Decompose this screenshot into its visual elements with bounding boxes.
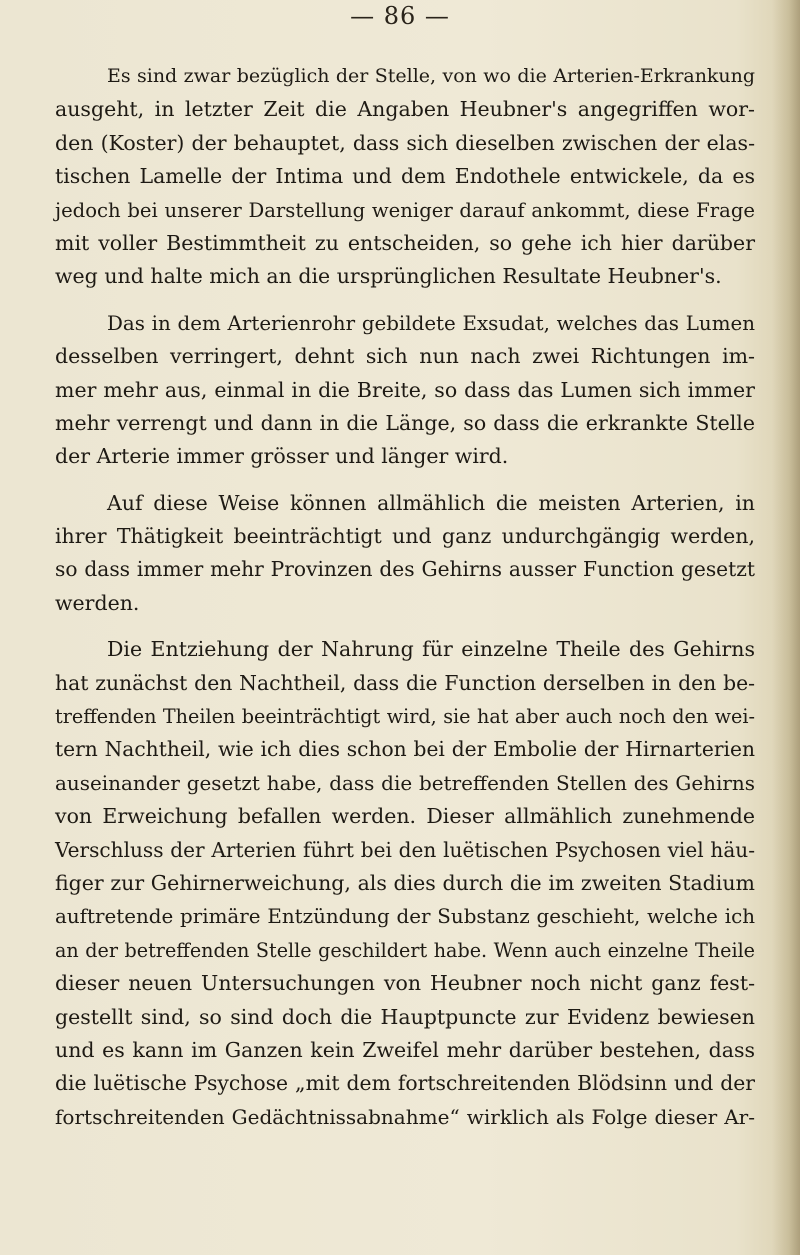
text-line: ausgeht, in letzter Zeit die Angaben Heubner's angegriffen wor- [55, 97, 755, 122]
text-line: dieser neuen Untersuchungen von Heubner noch nicht ganz fest- [55, 971, 755, 996]
text-line: desselben verringert, dehnt sich nun nach zwei Richtungen im- [55, 344, 755, 369]
text-line: Auf diese Weise können allmählich die meisten Arterien, in [107, 490, 755, 515]
paragraph [55, 633, 755, 1134]
text-line: ihrer Thätigkeit beeinträchtigt und ganz undurchgängig werden, [55, 524, 755, 549]
text-line: Verschluss der Arterien führt bei den luëtischen Psychosen viel häu- [55, 837, 755, 862]
text-line: die luëtische Psychose „mit dem fortschreitenden Blödsinn und der [55, 1071, 755, 1096]
body-text [55, 60, 755, 1134]
text-line: den (Koster) der behauptet, dass sich dieselben zwischen der elas- [55, 130, 755, 155]
text-line: der Arterie immer grösser und länger wird. [55, 444, 509, 469]
text-line: Das in dem Arterienrohr gebildete Exsudat, welches das Lumen [107, 311, 755, 335]
text-line: Die Entziehung der Nahrung für einzelne Theile des Gehirns [107, 637, 755, 662]
text-line: von Erweichung befallen werden. Dieser allmählich zunehmende [55, 804, 755, 829]
text-line: hat zunächst den Nachtheil, dass die Function derselben in den be- [55, 670, 755, 695]
text-line: Es sind zwar bezüglich der Stelle, von wo die Arterien-Erkrankung [107, 65, 755, 87]
page-number: — 86 — [350, 2, 450, 30]
text-line: auseinander gesetzt habe, dass die betreffenden Stellen des Gehirns [55, 770, 755, 795]
text-line: tern Nachtheil, wie ich dies schon bei der Embolie der Hirnarterien [55, 737, 755, 762]
text-line: gestellt sind, so sind doch die Hauptpuncte zur Evidenz bewiesen [55, 1004, 755, 1029]
text-line: tischen Lamelle der Intima und dem Endothele entwickele, da es [55, 164, 755, 189]
text-line: figer zur Gehirnerweichung, als dies durch die im zweiten Stadium [55, 870, 755, 895]
text-line: weg und halte mich an die ursprünglichen Resultate Heubner's. [55, 264, 722, 289]
paragraph [55, 60, 755, 294]
text-line: werden. [55, 590, 140, 615]
text-line: auftretende primäre Entzündung der Substanz geschieht, welche ich [55, 905, 755, 929]
paragraph [55, 487, 755, 621]
text-line: jedoch bei unserer Darstellung weniger darauf ankommt, diese Frage [55, 198, 755, 222]
text-line: treffenden Theilen beeinträchtigt wird, sie hat aber auch noch den wei- [55, 705, 755, 729]
paragraph [55, 307, 755, 474]
page-edge-shadow [772, 0, 800, 1255]
text-line: und es kann im Ganzen kein Zweifel mehr darüber bestehen, dass [55, 1037, 755, 1062]
text-line: mehr verrengt und dann in die Länge, so dass die erkrankte Stelle [55, 410, 755, 435]
text-line: an der betreffenden Stelle geschildert habe. Wenn auch einzelne Theile [55, 938, 755, 962]
text-line: so dass immer mehr Provinzen des Gehirns ausser Function gesetzt [55, 557, 755, 582]
text-line: mer mehr aus, einmal in die Breite, so dass das Lumen sich immer [55, 377, 755, 402]
text-line: fortschreitenden Gedächtnissabnahme“ wirklich als Folge dieser Ar- [55, 1104, 755, 1129]
text-line: mit voller Bestimmtheit zu entscheiden, so gehe ich hier darüber [55, 230, 755, 255]
